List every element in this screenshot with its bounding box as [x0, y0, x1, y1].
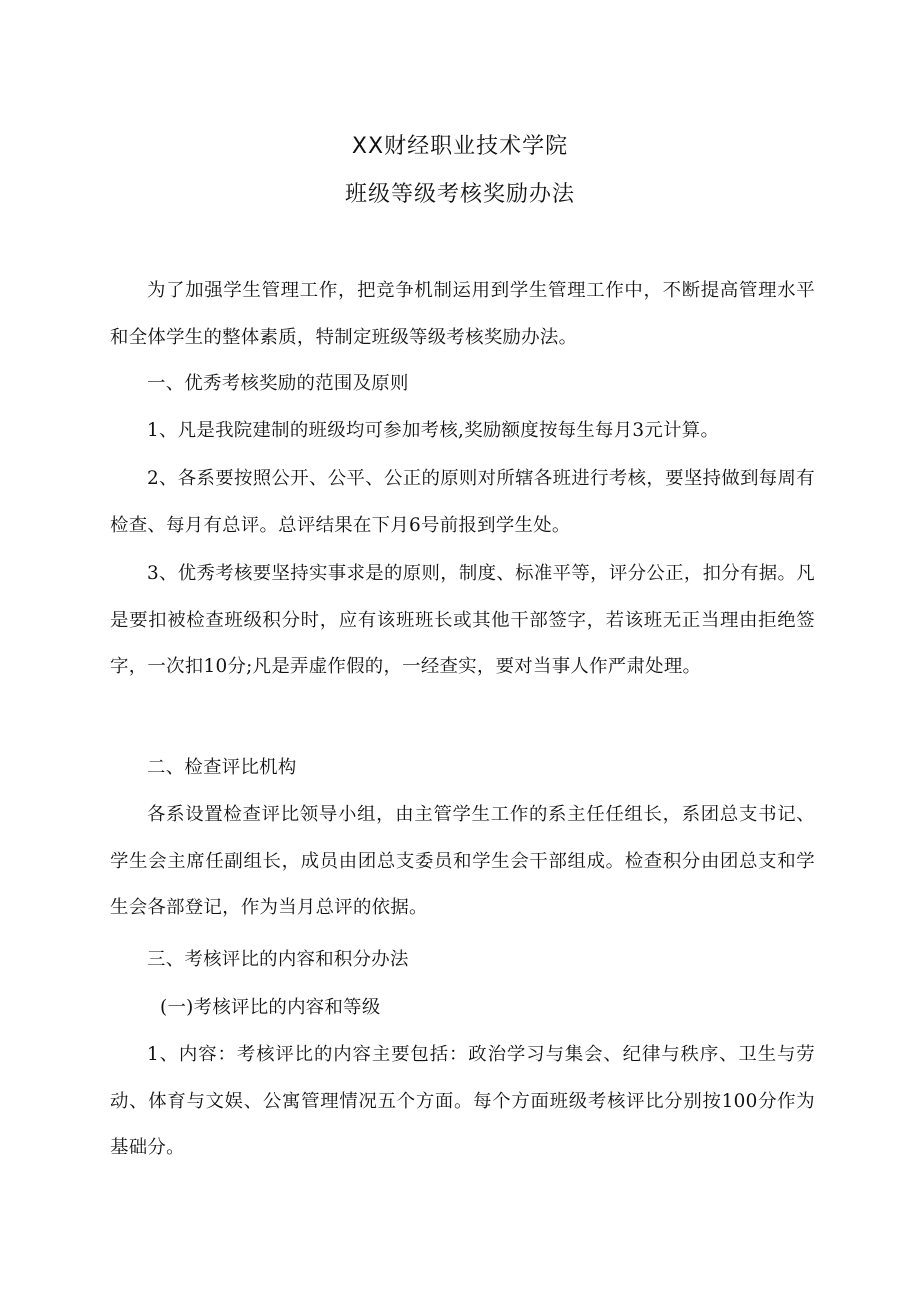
section1-heading: 一、优秀考核奖励的范围及原则 [147, 373, 409, 394]
section3-sub-heading: (一)考核评比的内容和等级 [160, 997, 381, 1018]
section3-heading: 三、考核评比的内容和积分办法 [147, 949, 409, 970]
document-title-school: XX财经职业技术学院 [351, 134, 569, 159]
section1-item2: 2、各系要按照公开、公平、公正的原则对所辖各班进行考核，要坚持做到每周有检查、每月有总评。总评结果在下月6号前报到学生处。 [110, 468, 815, 536]
section3-item1: 1、内容：考核评比的内容主要包括：政治学习与集会、纪律与秩序、卫生与劳动、体育与文娱、公寓管理情况五个方面。每个方面班级考核评比分别按100分作为基础分。 [110, 1044, 815, 1158]
section1-item1: 1、凡是我院建制的班级均可参加考核,奖励额度按每生每月3元计算。 [147, 420, 720, 441]
intro-paragraph: 为了加强学生管理工作，把竞争机制运用到学生管理工作中，不断提高管理水平和全体学生的整体素质，特制定班级等级考核奖励办法。 [110, 280, 815, 348]
document-title-regulation: 班级等级考核奖励办法 [344, 182, 575, 207]
section2-heading: 二、检查评比机构 [147, 757, 297, 778]
section2-body: 各系设置检查评比领导小组，由主管学生工作的系主任任组长，系团总支书记、学生会主席任副组长，成员由团总支委员和学生会干部组成。检查积分由团总支和学生会各部登记，作为当月总评的依据。 [110, 804, 815, 918]
section1-item3: 3、优秀考核要坚持实事求是的原则，制度、标准平等，评分公正，扣分有据。凡是要扣被检查班级积分时，应有该班班长或其他干部签字，若该班无正当理由拒绝签字，一次扣10分;凡是弄虚作假的，一经查实，要对当事人作严肃处理。 [110, 563, 815, 677]
